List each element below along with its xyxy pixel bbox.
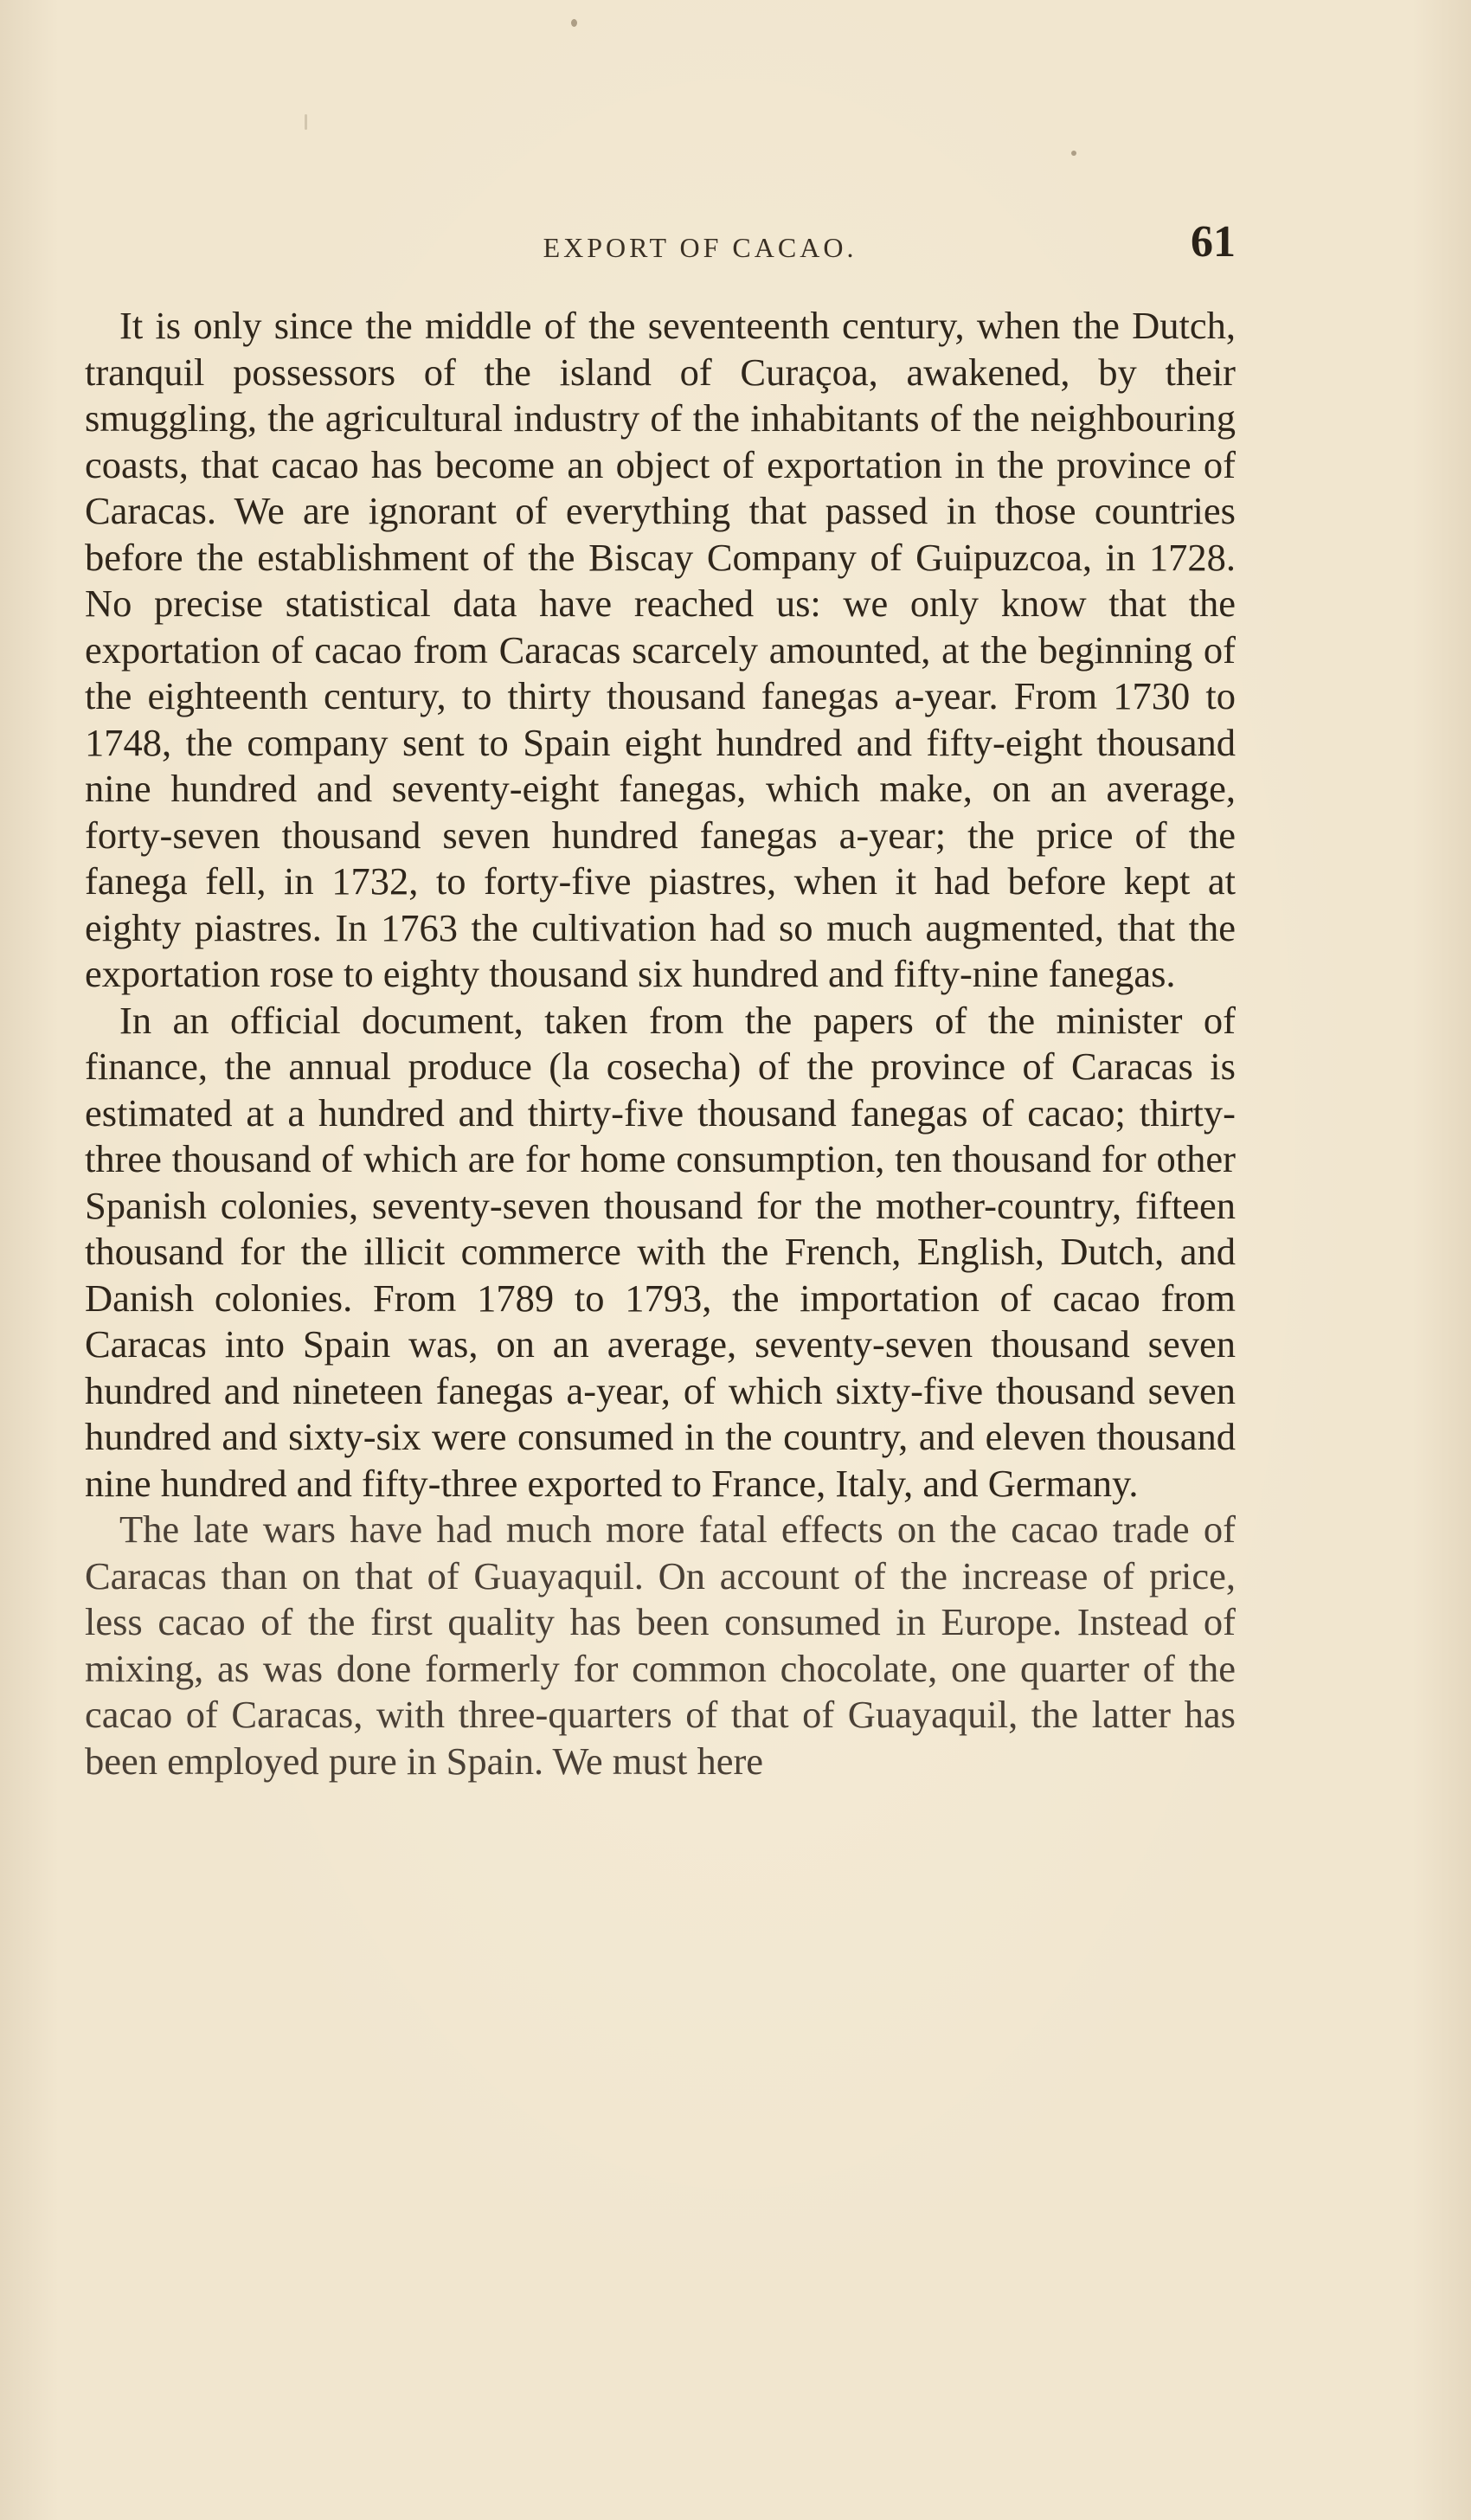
running-head bbox=[164, 215, 1236, 275]
page-number: 61 bbox=[1191, 217, 1236, 267]
paper-speck bbox=[571, 19, 577, 27]
paragraph-export-history: It is only since the middle of the seventeenth century, when the Dutch, tranquil possessors of the island of Curaçoa, awakened, by their smuggling, the agricultural industry of the inhabitants of the neighbouring coasts, that cacao has become an object of exportation in the province of Caracas. We are ignorant of everything that passed in those countries before the establishment of the Biscay Company of Guipuzcoa, in 1728. No precise statistical data have reached us: we only know that the exportation of cacao from Caracas scarcely amounted, at the beginning of the eighteenth century, to thirty thousand fanegas a-year. From 1730 to 1748, the company sent to Spain eight hundred and fifty-eight thousand nine hundred and seventy-eight fanegas, which make, on an average, forty-seven thousand seven hundred fanegas a-year; the price of the fanega fell, in 1732, to forty-five piastres, when it had before kept at eighty piastres. In 1763 the cultivation had so much augmented, that the exportation rose to eighty thousand six hundred and fifty-nine fanegas. bbox=[85, 304, 1236, 995]
paper-speck bbox=[305, 114, 307, 130]
body-text bbox=[85, 303, 1236, 1784]
paragraph-official-document: In an official document, taken from the papers of the minister of finance, the annual produce (la cosecha) of the province of Caracas is estimated at a hundred and thirty-five thousand fanegas of cacao; thirty-three thousand of which are for home consumption, ten thousand for other Spanish colonies, seventy-seven thousand for the mother-country, fifteen thousand for the illicit commerce with the French, English, Dutch, and Danish colonies. From 1789 to 1793, the importation of cacao from Caracas into Spain was, on an average, seventy-seven thousand seven hundred and nineteen fanegas a-year, of which sixty-five thousand seven hundred and sixty-six were consumed in the country, and eleven thousand nine hundred and fifty-three exported to France, Italy, and Germany. bbox=[85, 998, 1236, 1505]
paper-speck bbox=[1071, 151, 1076, 156]
running-head-title: EXPORT OF CACAO. bbox=[543, 232, 858, 263]
paragraph-late-wars: The late wars have had much more fatal effects on the cacao trade of Caracas than on that of Guayaquil. On account of the increase of price, less cacao of the first quality has been consumed in Europe. Instead of mixing, as was done formerly for common chocolate, one quarter of the cacao of Caracas, with three-quarters of that of Guayaquil, the latter has been employed pure in Spain. We must here bbox=[85, 1508, 1236, 1783]
